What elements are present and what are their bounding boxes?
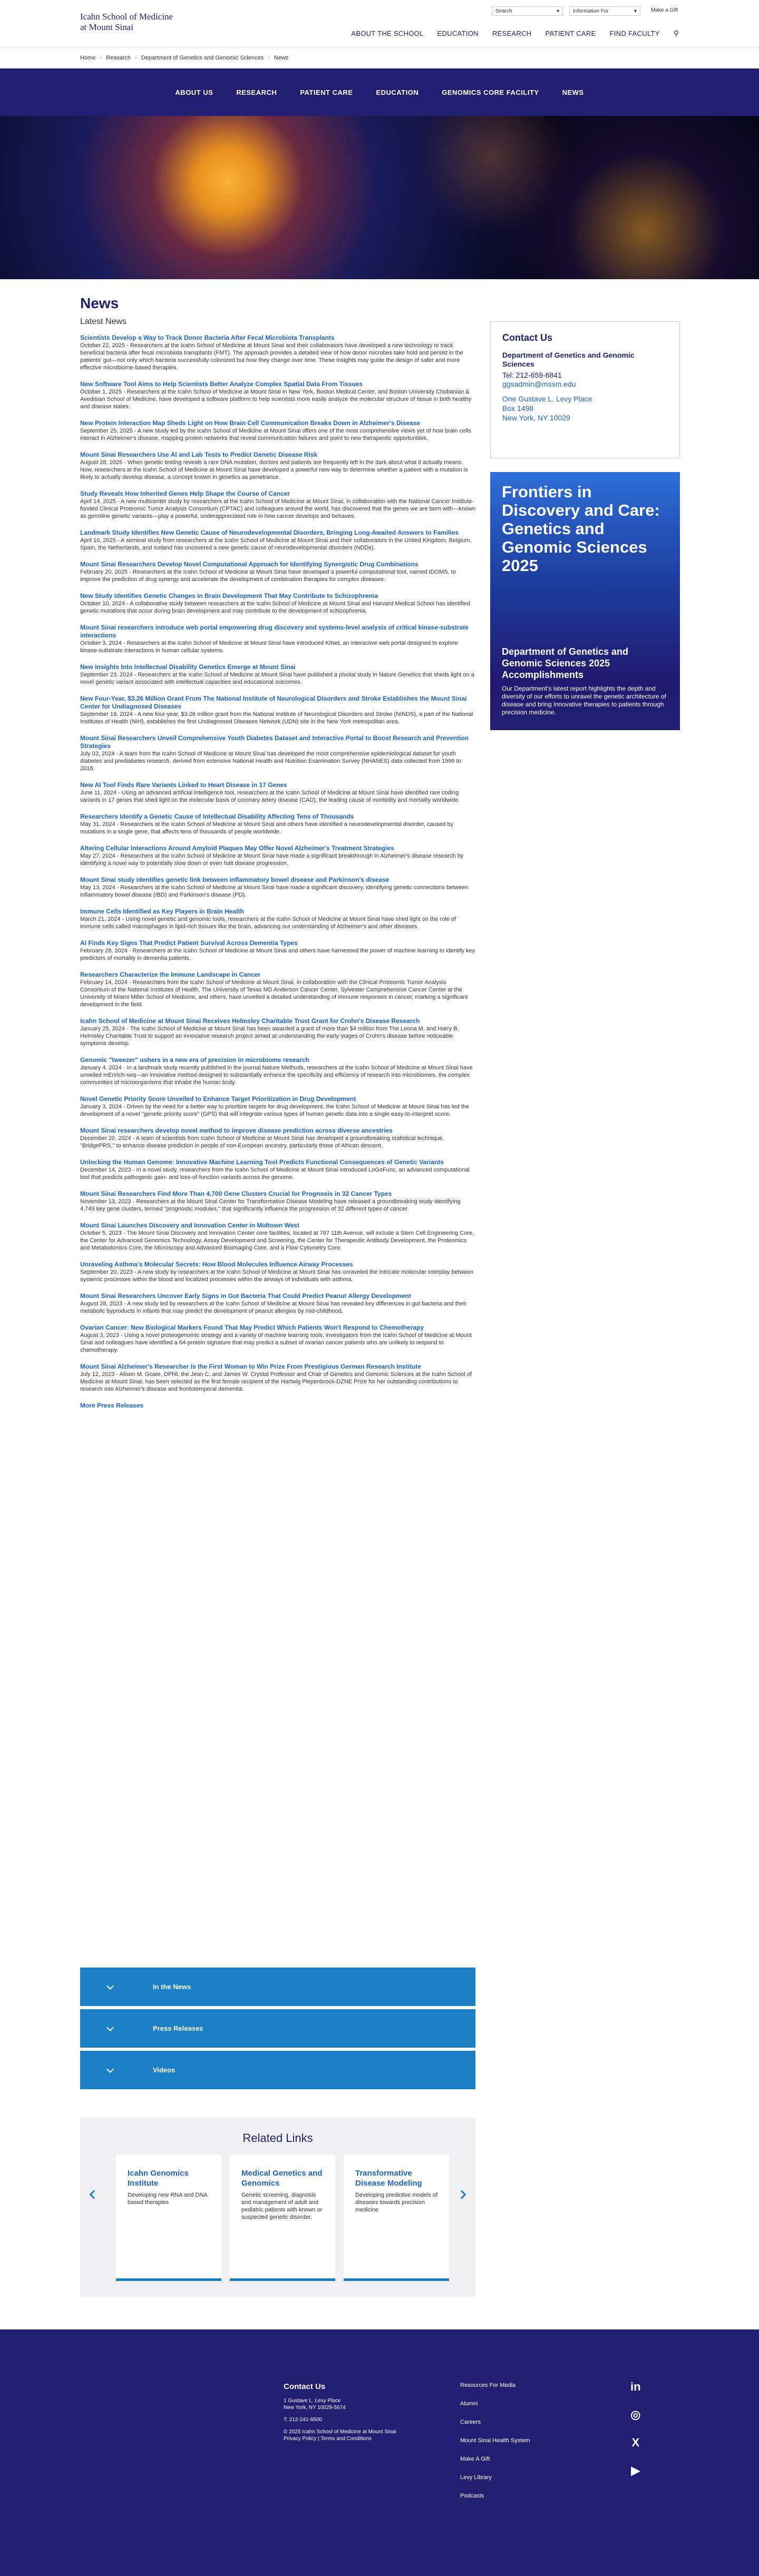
news-item-summary: February 28, 2024 - Researchers at the Icahn School of Medicine at Mount Sinai and others have harnessed the power of machine learning to identify key predictors of mortality in dementia patients. [80,948,475,961]
news-item-title-link[interactable]: Altering Cellular Interactions Around Amyloid Plaques May Offer Novel Alzheimer's Treatment Strategies [80,844,394,852]
news-item-summary: May 27, 2024 - Researchers at the Icahn School of Medicine at Mount Sinai have made a significant breakthrough in Alzheimer's disease research by identifying a novel way to potentially slow down or even halt disease progression. [80,853,464,867]
news-item-summary: January 3, 2024 - Driven by the need for a better way to prioritize targets for drug development, the Icahn School of Medicine at Mount Sinai has led the development of a novel "genetic priority score" (GPS) that will integrate various types of human genetic data into a single easy-to-interpret score. [80,1104,470,1117]
breadcrumb: Home › Research › Department of Genetics and Genomic Sciences › News [0,47,759,68]
news-item-title-link[interactable]: Mount Sinai researchers introduce web portal empowering drug discovery and systems-level analysis of critical kinase-substrate interactions [80,624,469,639]
contact-box [490,321,680,458]
crumb-home[interactable]: Home [80,54,96,61]
search-select[interactable]: Search ▾ [492,6,563,16]
news-item [80,781,475,804]
news-item [80,1017,475,1047]
news-item [80,451,475,481]
news-item-summary: February 20, 2025 - Researchers at the Icahn School of Medicine at Mount Sinai have developed a powerful computational tool, named IDOMS, to improve the prediction of drug synergy and accelerate the development of combination therapies for complex diseases. [80,569,456,583]
top-header [0,0,759,47]
news-item-summary: September 25, 2025 - A new study led by the Icahn School of Medicine at Mount Sinai offers one of the most comprehensive views yet of how brain cells interact in Alzheimer's disease, mapping protein networks that reveal communication failures and point to new therapeutic opportunities. [80,428,471,441]
contact-address-line[interactable]: One Gustave L. Levy Place [502,395,592,403]
news-item [80,1222,475,1252]
news-list [80,334,475,1393]
school-logo[interactable] [80,12,186,35]
news-item [80,1324,475,1354]
social-links [630,2380,641,2477]
news-item-summary: October 10, 2024 - A collaborative study between researchers at the Icahn School of Medicine at Mount Sinai and Harvard Medical School has identified genetic mutations that occur during brain development and may contribute to the development of schizophrenia. [80,601,470,614]
news-item-summary: September 20, 2023 - A new study by researchers at the Icahn School of Medicine at Mount Sinai has unraveled the intricate molecular interplay between systemic processes within the blood and localized processes within the airways of individuals with asthma. [80,1269,473,1283]
nav-education[interactable]: EDUCATION [437,30,479,37]
related-card[interactable]: Transformative Disease Modeling Developing predictive models of diseases towards precision medicine [344,2155,449,2281]
news-item [80,734,475,772]
crumb-department[interactable]: Department of Genetics and Genomic Sciences [141,54,264,61]
news-item-title-link[interactable]: Ovarian Cancer: New Biological Markers Found That May Predict Which Patients Won't Respond to Chemotherapy [80,1324,424,1331]
nav-about[interactable]: ABOUT THE SCHOOL [351,30,424,37]
department-nav [0,68,759,116]
news-item-title-link[interactable]: Study Reveals How Inherited Genes Help Shape the Course of Cancer [80,490,290,497]
related-card[interactable]: Icahn Genomics Institute Developing new RNA and DNA based therapies [116,2155,221,2281]
accordion-press-releases[interactable]: Press Releases [80,2009,475,2049]
make-gift-link[interactable]: Make a Gift [651,7,678,13]
news-item-title-link[interactable]: Immune Cells Identified as Key Players in Brain Health [80,908,244,915]
contact-phone: Tel: 212-659-6841 [502,371,562,379]
news-item-title-link[interactable]: AI Finds Key Signs That Predict Patient Survival Across Dementia Types [80,939,298,947]
dept-nav-news[interactable]: NEWS [562,88,584,96]
site-footer [0,2329,759,2576]
news-item-summary: August 3, 2023 - Using a novel proteogenomic strategy and a variety of machine learning tools, investigators from the Icahn School of Medicine at Mount Sinai and colleagues have identified a 64-protein signature that may predict a subset of ovarian cancer patients who are unlikely to respond to chemotherapy. [80,1332,472,1353]
chevron-down-icon: ▾ [634,8,637,14]
linkedin-icon[interactable]: in [630,2380,641,2393]
news-item-summary: April 14, 2025 - A new multicenter study by researchers at the Icahn School of Medicine at Mount Sinai, in collaboration with the National Cancer Institute-funded Clinical Proteomic Tumor Analysis Consortium (CPTAC) and colleagues around the world, has discovered that the genes we are born with—known as germline genetic variants—play a powerful, underappreciated role in how cancer develops and behaves. [80,498,476,519]
contact-email[interactable]: ggsadmin@mssm.edu [502,380,576,388]
page-title: News [80,295,119,311]
news-item-title-link[interactable]: Landmark Study Identifies New Genetic Cause of Neurodevelopmental Disorders, Bringing Long-Awaited Answers to Families [80,529,459,536]
chevron-down-icon: ▾ [556,8,559,14]
news-item-summary: August 28, 2025 - When genetic testing reveals a rare DNA mutation, doctors and patients are frequently left in the dark about what it actually means. Now, researchers at the Icahn School of Medicine at Mount Sinai have developed a powerful new way to determine whether a patient with a mutation is likely to actually develop disease, a concept known in genetics as penetrance. [80,459,468,480]
carousel-next-icon[interactable] [458,2190,466,2199]
news-item-title-link[interactable]: Mount Sinai Alzheimer's Researcher Is the First Woman to Win Prize From Prestigious German Research Institute [80,1363,421,1370]
hero-banner-image [0,116,759,279]
footer-link[interactable]: Resources For Media [460,2382,516,2388]
chevron-down-icon [106,2066,114,2073]
chevron-down-icon [106,2024,114,2031]
news-item-summary: March 21, 2024 - Using novel genetic and genomic tools, researchers at the Icahn School of Medicine at Mount Sinai have shed light on the role of immune cells called macrophages in lipid-rich tissues like the brain, advancing our understanding of Alzheimer's and other diseases. [80,916,456,930]
news-item-title-link[interactable]: Mount Sinai Launches Discovery and Innovation Center in Midtown West [80,1222,299,1229]
news-item-title-link[interactable]: Icahn School of Medicine at Mount Sinai Receives Helmsley Charitable Trust Grant for Crohn's Disease Research [80,1017,420,1025]
news-item-summary: June 11, 2024 - Using an advanced artificial intelligence tool, researchers at the Icahn School of Medicine at Mount Sinai have identified rare coding variants in 17 genes that shed light on the molecular basis of coronary artery disease (CAD), the leading cause of morbidity and mortality worldwide. [80,790,460,803]
news-item-summary: November 13, 2023 - Researchers at the Mount Sinai Center for Transformative Disease Modeling have released a groundbreaking study identifying 4,749 key gene clusters, termed "prognostic modules," that significantly influence the progression of 32 different types of cancer. [80,1198,461,1212]
accordion-videos[interactable]: Videos [80,2051,475,2091]
news-item-title-link[interactable]: Researchers Characterize the Immune Landscape in Cancer [80,971,261,978]
latest-news-heading: Latest News [80,317,127,326]
contact-department: Department of Genetics and Genomic Sciences [502,351,635,368]
dept-nav-patient-care[interactable]: PATIENT CARE [300,88,353,96]
news-item [80,334,475,371]
contact-address-line[interactable]: New York, NY 10029 [502,414,570,422]
news-item [80,939,475,962]
news-item [80,1292,475,1315]
news-item-title-link[interactable]: Mount Sinai Researchers Develop Novel Computational Approach for Identifying Synergistic Drug Combinations [80,561,419,568]
news-item [80,624,475,654]
news-item-summary: July 02, 2024 - A team from the Icahn School of Medicine at Mount Sinai has developed the most comprehensive epidemiological dataset for youth diabetes and prediabetes research, derived from extensive National Health and Nutrition Examination Survey (NHANES) data collected from 1999 to 2018. [80,751,461,772]
sidebar [490,321,680,730]
news-item [80,529,475,552]
nav-research[interactable]: RESEARCH [492,30,532,37]
footer-policy-links[interactable]: Privacy Policy | Terms and Conditions [284,2436,372,2442]
accordion-in-the-news[interactable]: In the News [80,1968,475,2008]
news-item [80,1261,475,1283]
dept-nav-genomics-core[interactable]: GENOMICS CORE FACILITY [442,88,539,96]
news-main [80,295,475,1409]
related-links-title: Related Links [242,2131,313,2145]
news-item [80,1095,475,1118]
news-item [80,876,475,899]
main-nav [351,29,679,38]
news-item-summary: October 5, 2023 - The Mount Sinai Discovery and Innovation Center core facilities, located at 787 11th Avenue, will include a Stem Cell Engineering Core, the Center for Advanced Genomics Technology, Assay Development and Screening, the Center for Therapeutic Antibody Development, the Proteomics and Metabolomics Core, the Microscopy and Advanced Bioimaging Core, and a Flow Cytometry Core. [80,1230,474,1251]
footer-link[interactable]: Podcasts [460,2493,484,2499]
news-item-summary: September 23, 2024 - Researchers at the Icahn School of Medicine at Mount Sinai have published a pivotal study in Nature Genetics that sheds light on a novel genetic variant associated with intellectual capacities and educational outcomes. [80,672,474,685]
news-item [80,663,475,686]
news-item-summary: May 13, 2024 - Researchers at the Icahn School of Medicine at Mount Sinai have made a significant discovery, identifying genetic connections between inflammatory bowel disease (IBD) and Parkinson's disease (PD). [80,884,469,898]
news-item [80,490,475,520]
chevron-down-icon [106,1982,114,1990]
contact-title: Contact Us [502,332,553,343]
annual-report-promo[interactable] [490,472,680,730]
info-for-select[interactable]: Information For ▾ [569,6,640,16]
nav-find-faculty[interactable]: FIND FACULTY [609,30,660,37]
news-item-summary: July 12, 2023 - Alison M. Goate, DPhil, the Jean C. and James W. Crystal Professor and Chair of Genetics and Genomic Sciences at the Icahn School of Medicine at Mount Sinai, has been selected as the first female recipient of the Hartwig Piepenbrock-DZNE Prize for her outstanding contributions to research into Alzheimer's disease and frontotemporal dementia. [80,1371,472,1392]
news-item-title-link[interactable]: New AI Tool Finds Rare Variants Linked to Heart Disease in 17 Genes [80,781,287,789]
youtube-icon[interactable]: ▶ [631,2464,640,2477]
contact-address-line[interactable]: Box 1498 [502,404,534,412]
footer-link[interactable]: Levy Library [460,2474,492,2481]
news-item-title-link[interactable]: New Protein Interaction Map Sheds Light on How Brain Cell Communication Breaks Down in Alzheimer's Disease [80,419,421,427]
news-item [80,1127,475,1149]
footer-contact: Contact Us 1 Gustave L. Levy Place New York, NY 10029-5674 T: 212-241-6500 © 2025 Icahn School of Medicine at Mount Sinai Privacy Policy | Terms and Conditions [284,2382,396,2442]
more-press-releases-link[interactable]: More Press Releases [80,1402,144,1409]
news-item [80,1056,475,1086]
news-item [80,695,475,725]
news-item-summary: April 10, 2025 - A seminal study from researchers at the Icahn School of Medicine at Mount Sinai and their collaborators in the United Kingdom, Belgium, Spain, the Netherlands, and Iceland has uncovered a new genetic cause of neurodevelopmental disorders (NDDs). [80,537,472,551]
promo-subtitle: Department of Genetics and Genomic Sciences 2025 Accomplishments [502,646,629,680]
news-item-summary: October 1, 2025 - Researchers at the Icahn School of Medicine at Mount Sinai in New York, Boston Medical Center, and Boston University Chobanian & Avedisian School of Medicine, have developed a software platform to help scientists more easily analyze the molecular structure of tissue in both healthy and disease states. [80,389,472,410]
crumb-research[interactable]: Research [106,54,131,61]
news-item [80,419,475,442]
footer-links [460,2382,530,2511]
footer-link[interactable]: Make A Gift [460,2456,490,2462]
news-item [80,908,475,930]
news-item [80,1190,475,1213]
news-item [80,813,475,835]
news-item-title-link[interactable]: Mount Sinai Researchers Use AI and Lab Tests to Predict Genetic Disease Risk [80,451,318,458]
news-item-title-link[interactable]: New Insights Into Intellectual Disability Genetics Emerge at Mount Sinai [80,663,296,671]
news-item-title-link[interactable]: New Four-Year, $3.26 Million Grant From The National Institute of Neurological Disorders and Stroke Establishes the Mount Sinai Center for Undiagnosed Diseases [80,695,467,710]
news-item [80,561,475,583]
instagram-icon[interactable]: ◎ [630,2408,641,2421]
news-item-summary: October 3, 2024 - Researchers at the Icahn School of Medicine at Mount Sinai have introduced KiNet, an interactive web portal designed to explore kinase-substrate interactions in human cellular systems. [80,640,458,654]
news-item-summary: October 22, 2025 - Researchers at the Icahn School of Medicine at Mount Sinai and their collaborators have developed a new technology to track beneficial bacteria after fecal microbiota transplants (FMT). The approach provides a detailed view of how donor microbes take hold and persist in the patients' gut—not only which bacteria successfully colonized but how they change over time. These insights may guide the design of safer and more effective microbiome-based therapies. [80,342,463,371]
news-item-summary: May 31, 2024 - Researchers at the Icahn School of Medicine at Mount Sinai and others have identified a neurodevelopmental disorder, caused by mutations in a single gene, that affects tens of thousands of people worldwide. [80,821,454,835]
x-icon[interactable]: X [631,2436,640,2449]
news-item-title-link[interactable]: New Software Tool Aims to Help Scientists Better Analyze Complex Spatial Data From Tissues [80,380,363,388]
news-item-title-link[interactable]: Researchers Identify a Genetic Cause of Intellectual Disability Affecting Tens of Thousands [80,813,354,820]
footer-contact-title: Contact Us [284,2382,326,2391]
related-links [80,2118,475,2297]
nav-patient-care[interactable]: PATIENT CARE [545,30,596,37]
dept-nav-education[interactable]: EDUCATION [376,88,419,96]
news-item [80,592,475,615]
news-item-title-link[interactable]: Mount Sinai study identifies genetic link between inflammatory bowel disease and Parkinson's disease [80,876,390,883]
news-item-title-link[interactable]: Mount Sinai Researchers Unveil Comprehensive Youth Diabetes Dataset and Interactive Portal to Boost Research and Prevention Strategies [80,734,469,750]
footer-link[interactable]: Alumni [460,2401,478,2407]
news-item-title-link[interactable]: Mount Sinai Researchers Uncover Early Signs in Gut Bacteria That Could Predict Peanut Allergy Development [80,1292,411,1300]
related-card[interactable]: Medical Genetics and Genomics Genetic screening, diagnosis and management of adult and pediatric patients with known or suspected genetic disorder. [230,2155,335,2281]
news-item [80,1158,475,1181]
news-item [80,971,475,1008]
logo-line2: at Mount Sinai [80,22,134,32]
dept-nav-about[interactable]: ABOUT US [175,88,213,96]
footer-link[interactable]: Careers [460,2419,481,2425]
news-item-summary: December 20, 2024 - A team of scientists from Icahn School of Medicine at Mount Sinai has developed a groundbreaking statistical technique, "BridgePRS," to enhance disease prediction in people of non-European ancestry, particularly those of African descent. [80,1135,444,1149]
promo-description: Our Department's latest report highlights the depth and diversity of our efforts to unravel the genetic architecture of disease and bring innovative therapies to patients through precision medicine. [502,685,666,716]
news-item-title-link[interactable]: Mount Sinai Researchers Find More Than 4,700 Gene Clusters Crucial for Prognosis in 32 Cancer Types [80,1190,392,1197]
news-item-title-link[interactable]: Genomic "tweezer" ushers in a new era of precision in microbiome research [80,1056,309,1064]
news-item-summary: January 4, 2024 - In a landmark study recently published in the journal Nature Methods, researchers at the Icahn School of Medicine at Mount Sinai have unveiled mEnrich-seq—an innovative method designed to substantially enhance the specificity and efficiency of research into microbiomes, the complex communities of microorganisms that inhabit the human body. [80,1065,473,1086]
news-item [80,380,475,410]
promo-title: Frontiers in Discovery and Care: Genetics and Genomic Sciences 2025 [502,483,660,575]
news-item-title-link[interactable]: New Study Identifies Genetic Changes in Brain Development That May Contribute to Schizophrenia [80,592,378,599]
search-icon[interactable]: ⚲ [673,29,679,37]
crumb-news: News [274,54,289,61]
news-item-title-link[interactable]: Unlocking the Human Genome: Innovative Machine Learning Tool Predicts Functional Consequences of Genetic Variants [80,1158,444,1166]
carousel-prev-icon[interactable] [90,2190,99,2199]
news-item-summary: February 14, 2024 - Researchers from the Icahn School of Medicine at Mount Sinai, in collaboration with the Clinical Proteomic Tumor Analysis Consortium of the National Institutes of Health, The University of Texas MD Anderson Cancer Center, Sylvester Comprehensive Cancer Center at the University of Miami Miller School of Medicine, and others, have unveiled a detailed understanding of immune responses in cancer, marking a significant development in the field. [80,979,468,1008]
news-item [80,1363,475,1393]
dept-nav-research[interactable]: RESEARCH [236,88,277,96]
news-item-title-link[interactable]: Scientists Develop a Way to Track Donor Bacteria After Fecal Microbiota Transplants [80,334,335,341]
news-item-title-link[interactable]: Unraveling Asthma's Molecular Secrets: How Blood Molecules Influence Airway Processes [80,1261,353,1268]
footer-link[interactable]: Mount Sinai Health System [460,2437,530,2444]
news-item-summary: December 14, 2023 - In a novel study, researchers from the Icahn School of Medicine at Mount Sinai introduced LoGoFunc, an advanced computational tool that predicts pathogenic gain- and loss-of-function variants across the genome. [80,1167,470,1181]
logo-line1: Icahn School of Medicine [80,12,173,22]
news-item [80,844,475,867]
news-item-summary: August 28, 2023 - A new study led by researchers at the Icahn School of Medicine at Mount Sinai has revealed key differences in gut bacteria and their metabolic byproducts in infants that may predict the development of peanut allergies by mid-childhood. [80,1301,466,1314]
news-item-title-link[interactable]: Mount Sinai researchers develop novel method to improve disease prediction across diverse ancestries [80,1127,393,1134]
news-item-title-link[interactable]: Novel Genetic Priority Score Unveiled to Enhance Target Prioritization in Drug Development [80,1095,356,1103]
news-item-summary: January 25, 2024 - The Icahn School of Medicine at Mount Sinai has been awarded a grant of more than $4 million from The Leona M. and Harry B. Helmsley Charitable Trust to support an innovative research project aimed at understanding the early stages of Crohn's disease before noticeable symptoms develop. [80,1026,459,1047]
news-item-summary: September 19, 2024 - A new four-year, $3.26 million grant from the National Institute of Neurological Disorders and Stroke (NINDS), a part of the National Institutes of Health (NIH), establishes the first Undiagnosed Diseases Network (UDN) site in the New York metropolitan area. [80,711,473,725]
